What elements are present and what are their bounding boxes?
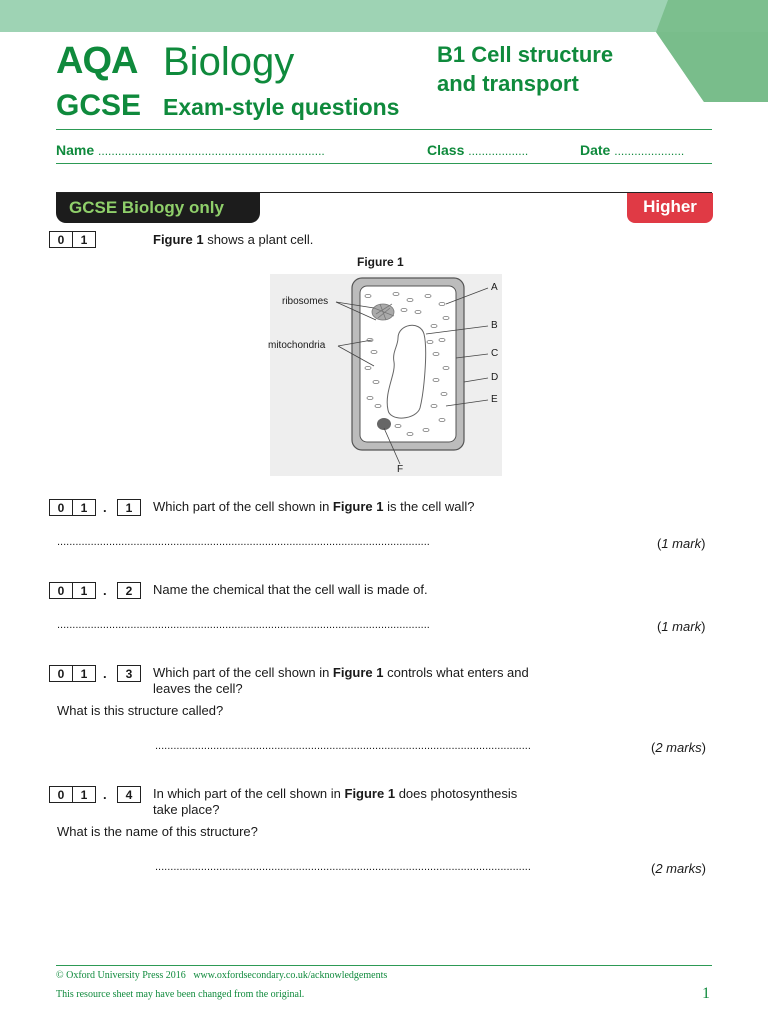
question-text: Name the chemical that the cell wall is made of. <box>153 582 428 597</box>
form-divider <box>56 163 712 164</box>
question-number-digit: 0 <box>49 665 73 682</box>
footer-url[interactable]: www.oxfordsecondary.co.uk/acknowledgements <box>193 970 388 981</box>
mark-close: ) <box>701 740 706 755</box>
question-number-digit: 1 <box>72 786 96 803</box>
subpart-number: 1 <box>117 499 141 516</box>
figure-ref: Figure 1 <box>344 786 396 801</box>
question-text-part: Which part of the cell shown in <box>153 665 333 680</box>
question-number-digit: 1 <box>72 665 96 682</box>
answer-line[interactable]: ........................................................................................................................... <box>155 861 531 873</box>
figure-ref: Figure 1 <box>153 232 204 247</box>
number-separator: . <box>103 666 107 681</box>
question-number-digit: 1 <box>72 499 96 516</box>
subpart-number: 4 <box>117 786 141 803</box>
topic-line-2: and transport <box>437 71 579 96</box>
mark-allocation <box>651 861 706 876</box>
label-d: D <box>491 372 499 383</box>
question-text-part: is the cell wall? <box>383 499 475 514</box>
mark-open: ( <box>657 619 662 634</box>
class-dots: .................. <box>468 144 529 158</box>
mark-allocation <box>657 619 705 634</box>
number-separator: . <box>103 787 107 802</box>
mark-open: ( <box>657 536 662 551</box>
figure-ref: Figure 1 <box>332 499 384 514</box>
date-label: Date <box>580 142 611 158</box>
label-ribosomes: ribosomes <box>282 296 329 307</box>
question-text-part: does photosynthesis <box>395 786 518 801</box>
footer-copyright: © Oxford University Press 2016 <box>56 970 186 981</box>
question-number-digit: 0 <box>49 499 73 516</box>
question-number-digit: 1 <box>72 582 96 599</box>
question-number-digit: 0 <box>49 231 73 248</box>
date-dots: ..................... <box>614 144 685 158</box>
question-intro-text: shows a plant cell. <box>203 232 314 247</box>
question-text-part: controls what enters and <box>383 665 529 680</box>
number-separator: . <box>103 500 107 515</box>
footer-copyright-line <box>56 970 387 981</box>
question-number-digit: 1 <box>72 231 96 248</box>
label-a: A <box>491 282 498 293</box>
mark-open: ( <box>651 861 656 876</box>
name-field[interactable] <box>56 142 325 158</box>
mark-value: 1 mark <box>661 619 702 634</box>
mark-value: 1 mark <box>661 536 702 551</box>
banner-left-label: GCSE Biology only <box>69 198 224 217</box>
question-text-line2: take place? <box>153 802 220 817</box>
label-c: C <box>491 348 499 359</box>
question-text <box>153 665 529 681</box>
subject-title: Biology <box>163 40 295 84</box>
mark-close: ) <box>701 861 706 876</box>
question-number-digit: 0 <box>49 786 73 803</box>
mark-allocation <box>657 536 705 551</box>
mark-value: 2 marks <box>655 740 702 755</box>
name-label: Name <box>56 142 95 158</box>
mark-open: ( <box>651 740 656 755</box>
subtitle: Exam-style questions <box>163 94 400 120</box>
mark-value: 2 marks <box>655 861 702 876</box>
footer-note: This resource sheet may have been changed from the original. <box>56 989 305 1000</box>
answer-line[interactable]: .......................................................................................................................... <box>57 619 430 631</box>
question-text <box>153 786 517 802</box>
page-number: 1 <box>702 985 710 1002</box>
answer-line[interactable]: ........................................................................................................................... <box>155 740 531 752</box>
question-text-part: Which part of the cell shown in <box>153 499 333 514</box>
question-intro <box>153 232 313 248</box>
brand-logo: AQA <box>56 40 138 82</box>
level-title: GCSE <box>56 89 142 122</box>
subpart-number: 2 <box>117 582 141 599</box>
mark-allocation <box>651 740 706 755</box>
topic-line-1: B1 Cell structure <box>437 42 614 67</box>
answer-line[interactable]: .......................................................................................................................... <box>57 536 430 548</box>
question-text <box>153 499 475 515</box>
figure-ref: Figure 1 <box>332 665 384 680</box>
question-followup: What is this structure called? <box>57 703 224 718</box>
label-mitochondria: mitochondria <box>268 340 326 351</box>
mark-close: ) <box>701 536 706 551</box>
ribosome-cluster <box>372 304 394 320</box>
question-text-part: In which part of the cell shown in <box>153 786 345 801</box>
subpart-number: 3 <box>117 665 141 682</box>
question-text-line2: leaves the cell? <box>153 681 243 696</box>
label-b: B <box>491 320 498 331</box>
header-divider <box>56 129 712 130</box>
footer-divider <box>56 965 712 966</box>
class-field[interactable] <box>427 142 528 158</box>
mark-close: ) <box>701 619 706 634</box>
banner-left <box>56 193 260 223</box>
question-followup: What is the name of this structure? <box>57 824 258 839</box>
label-e: E <box>491 394 498 405</box>
higher-badge-label: Higher <box>643 197 697 216</box>
figure-title: Figure 1 <box>357 255 404 269</box>
header-corner-shape <box>620 0 768 102</box>
higher-badge <box>627 193 713 223</box>
label-f: F <box>397 464 404 475</box>
class-label: Class <box>427 142 465 158</box>
number-separator: . <box>103 583 107 598</box>
question-number-digit: 0 <box>49 582 73 599</box>
date-field[interactable] <box>580 142 684 158</box>
name-dots: .................................................................... <box>98 144 325 158</box>
